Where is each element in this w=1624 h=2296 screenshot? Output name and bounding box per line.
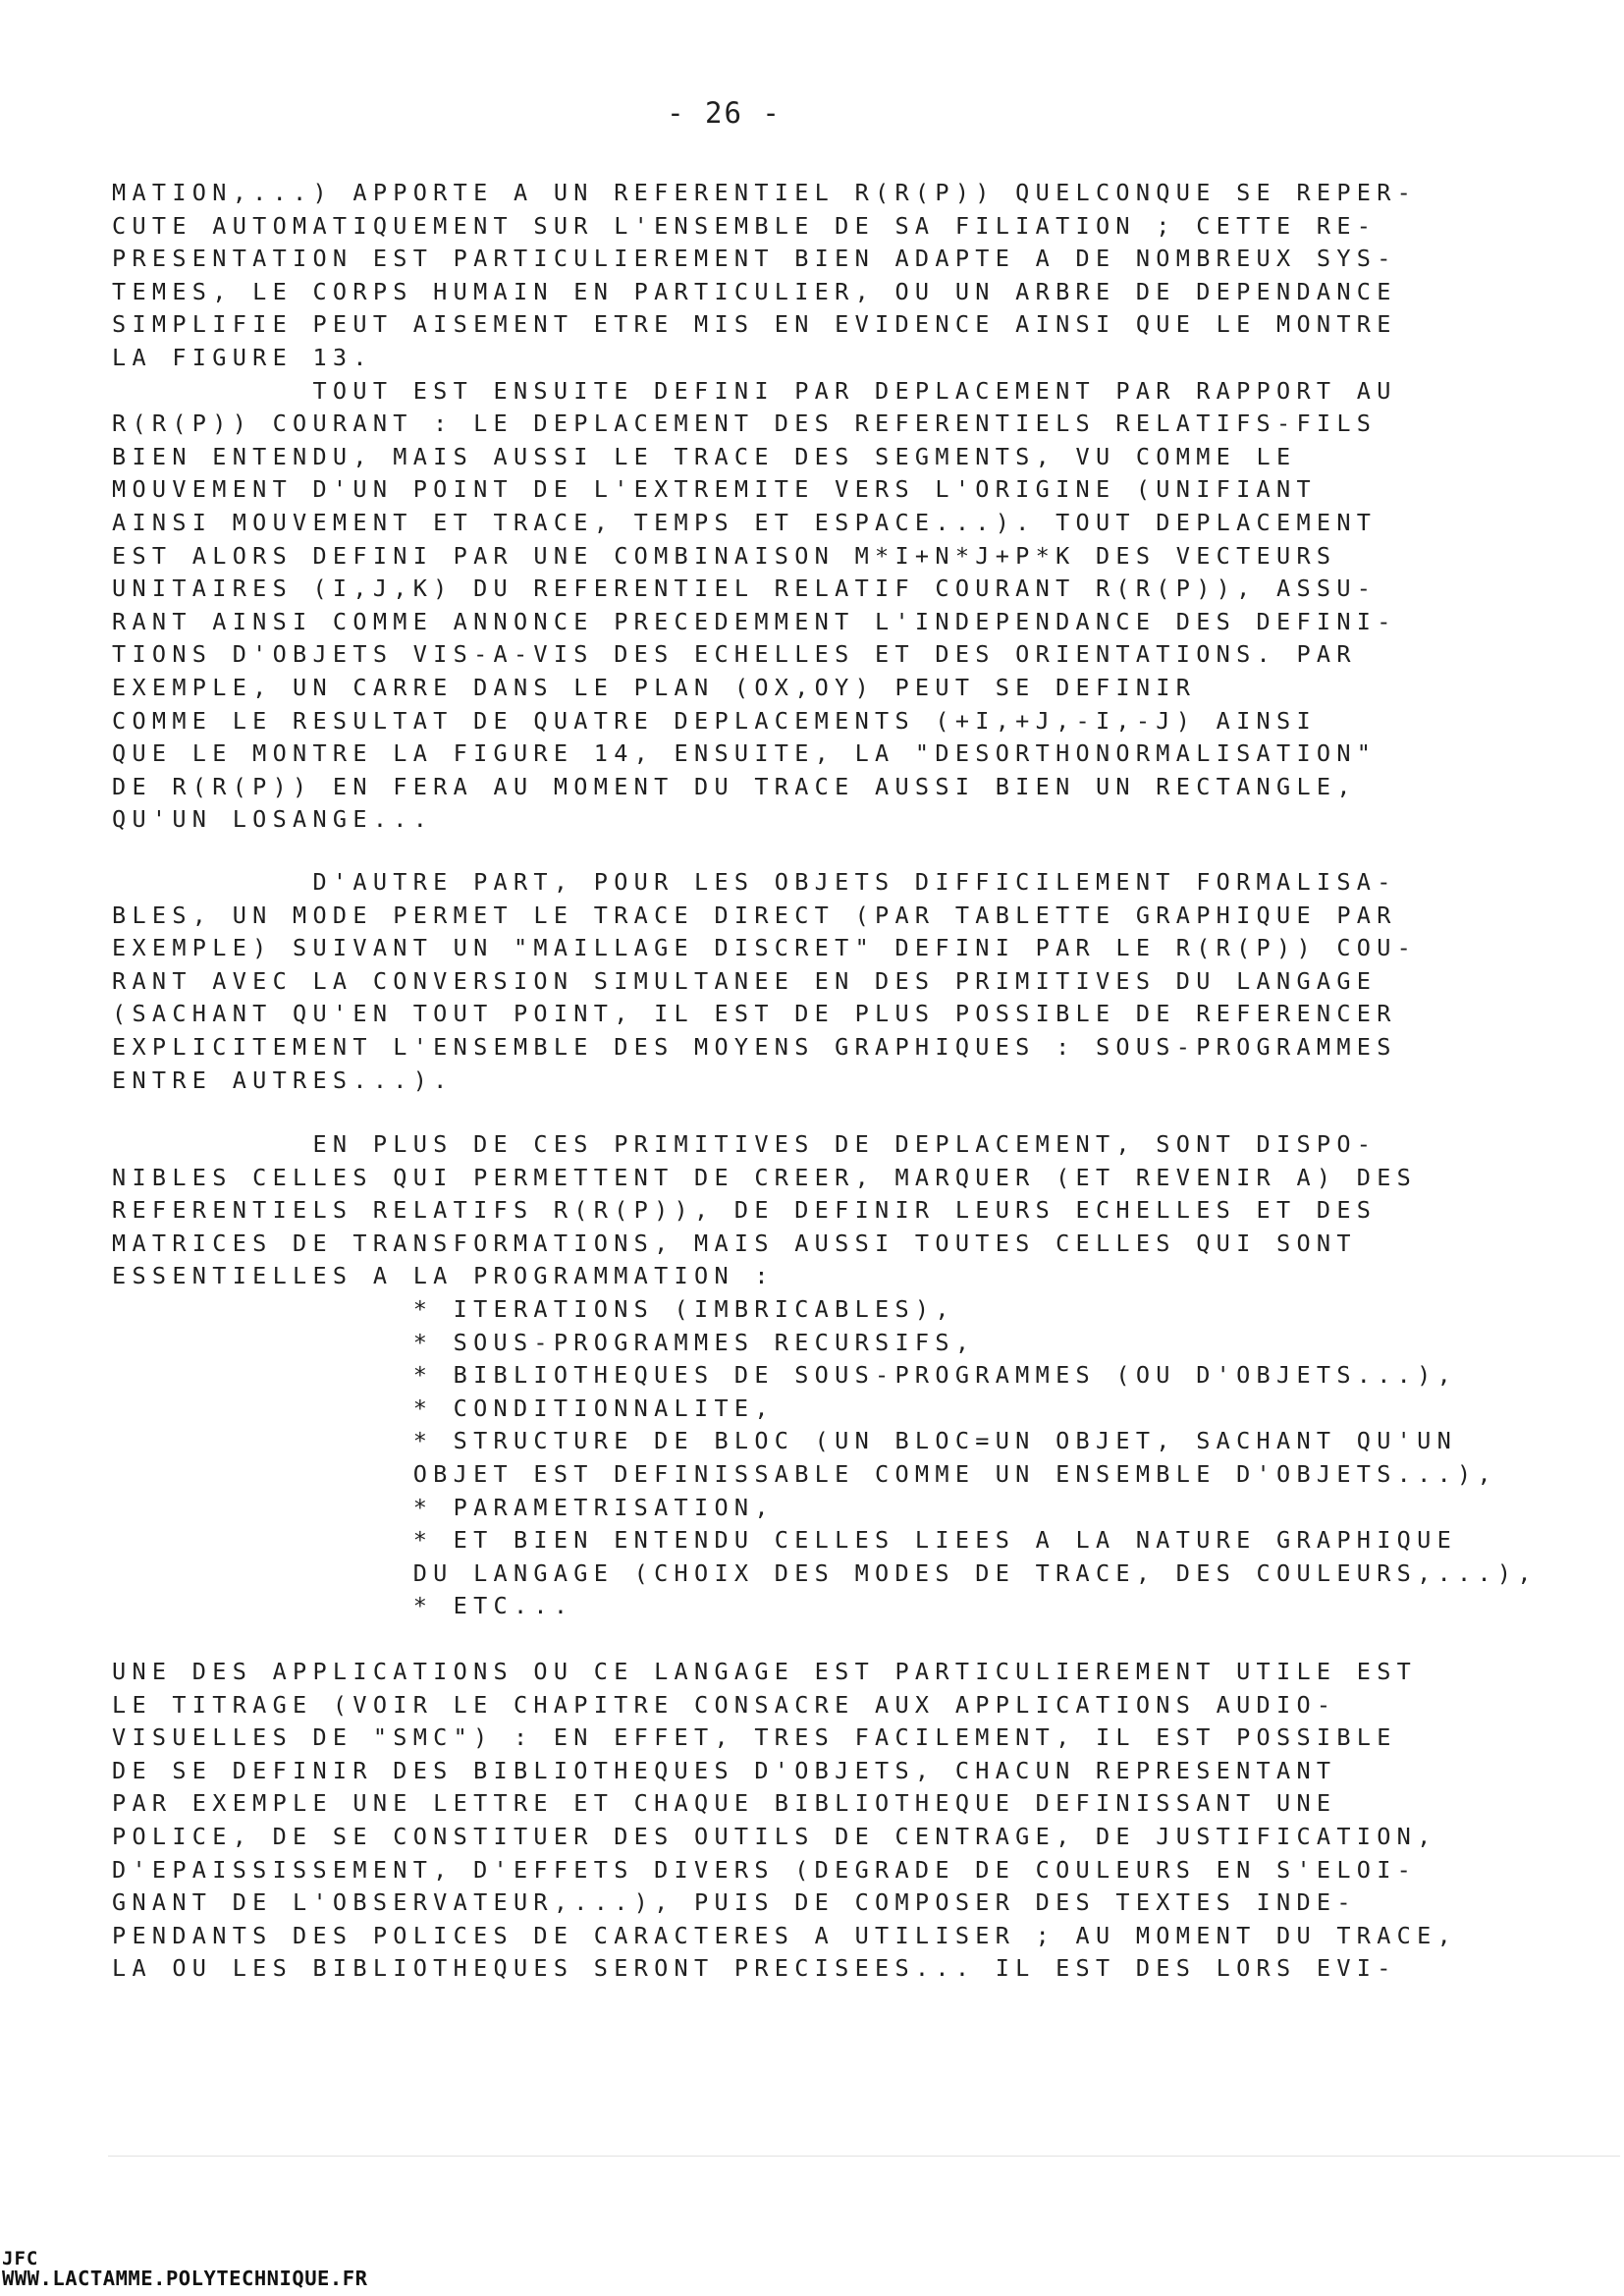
text-line: PAR EXEMPLE UNE LETTRE ET CHAQUE BIBLIOTHEQUE DEFINISSANT UNE [112,1789,1337,1818]
text-line: * SOUS-PROGRAMMES RECURSIFS, [112,1328,976,1356]
text-line: * ITERATIONS (IMBRICABLES), [112,1294,955,1323]
paragraph-2 [112,866,1417,1097]
text-line: LA FIGURE 13. [112,343,373,371]
text-line: COMME LE RESULTAT DE QUATRE DEPLACEMENTS (+I,+J,-I,-J) AINSI [112,706,1317,735]
text-line: OBJET EST DEFINISSABLE COMME UN ENSEMBLE D'OBJETS...), [112,1459,1497,1488]
text-line: D'AUTRE PART, POUR LES OBJETS DIFFICILEMENT FORMALISA- [112,868,1397,896]
text-line: MOUVEMENT D'UN POINT DE L'EXTREMITE VERS L'ORIGINE (UNIFIANT [112,475,1317,504]
text-line: TIONS D'OBJETS VIS-A-VIS DES ECHELLES ET DES ORIENTATIONS. PAR [112,640,1357,669]
text-line: LE TITRAGE (VOIR LE CHAPITRE CONSACRE AUX APPLICATIONS AUDIO- [112,1690,1337,1719]
text-line: TOUT EST ENSUITE DEFINI PAR DEPLACEMENT PAR RAPPORT AU [112,376,1397,405]
text-line: EXEMPLE) SUIVANT UN "MAILLAGE DISCRET" DEFINI PAR LE R(R(P)) COU- [112,934,1418,962]
text-line: DE SE DEFINIR DES BIBLIOTHEQUES D'OBJETS, CHACUN REPRESENTANT [112,1756,1337,1784]
site-watermark [2,2249,367,2288]
text-line: R(R(P)) COURANT : LE DEPLACEMENT DES REFERENTIELS RELATIFS-FILS [112,410,1378,438]
text-line: NIBLES CELLES QUI PERMETTENT DE CREER, MARQUER (ET REVENIR A) DES [112,1163,1418,1191]
text-line: BIEN ENTENDU, MAIS AUSSI LE TRACE DES SEGMENTS, VU COMME LE [112,442,1297,470]
paragraph-1 [112,177,1417,837]
text-line: UNITAIRES (I,J,K) DU REFERENTIEL RELATIF COURANT R(R(P)), ASSU- [112,574,1378,603]
text-line: POLICE, DE SE CONSTITUER DES OUTILS DE CENTRAGE, DE JUSTIFICATION, [112,1822,1437,1850]
text-line: EXPLICITEMENT L'ENSEMBLE DES MOYENS GRAPHIQUES : SOUS-PROGRAMMES [112,1032,1397,1061]
site-url-link[interactable]: WWW.LACTAMME.POLYTECHNIQUE.FR [2,2267,368,2290]
text-line: MATRICES DE TRANSFORMATIONS, MAIS AUSSI TOUTES CELLES QUI SONT [112,1229,1357,1257]
text-line: D'EPAISSISSEMENT, D'EFFETS DIVERS (DEGRADE DE COULEURS EN S'ELOI- [112,1855,1418,1884]
text-line: RANT AINSI COMME ANNONCE PRECEDEMMENT L'INDEPENDANCE DES DEFINI- [112,607,1397,635]
text-line: EXEMPLE, UN CARRE DANS LE PLAN (OX,OY) PEUT SE DEFINIR [112,673,1197,701]
text-line: QU'UN LOSANGE... [112,805,434,834]
page-number: - 26 - [667,96,782,130]
text-line: ENTRE AUTRES...). [112,1066,454,1094]
text-line: UNE DES APPLICATIONS OU CE LANGAGE EST PARTICULIEREMENT UTILE EST [112,1658,1418,1685]
text-line: MATION,...) APPORTE A UN REFERENTIEL R(R(P)) QUELCONQUE SE REPER- [112,179,1418,206]
text-line: ESSENTIELLES A LA PROGRAMMATION : [112,1262,775,1290]
text-line: BLES, UN MODE PERMET LE TRACE DIRECT (PAR TABLETTE GRAPHIQUE PAR [112,901,1397,929]
text-line: DU LANGAGE (CHOIX DES MODES DE TRACE, DES COULEURS,...), [112,1558,1538,1587]
text-line: RANT AVEC LA CONVERSION SIMULTANEE EN DES PRIMITIVES DU LANGAGE [112,966,1378,995]
text-line: * ET BIEN ENTENDU CELLES LIEES A LA NATURE GRAPHIQUE [112,1526,1458,1555]
text-line: PRESENTATION EST PARTICULIEREMENT BIEN ADAPTE A DE NOMBREUX SYS- [112,245,1397,273]
text-line: VISUELLES DE "SMC") : EN EFFET, TRES FACILEMENT, IL EST POSSIBLE [112,1723,1397,1752]
text-line: AINSI MOUVEMENT ET TRACE, TEMPS ET ESPACE...). TOUT DEPLACEMENT [112,508,1378,536]
text-line: * CONDITIONNALITE, [112,1394,775,1422]
text-line: * BIBLIOTHEQUES DE SOUS-PROGRAMMES (OU D'OBJETS...), [112,1361,1458,1390]
text-line: REFERENTIELS RELATIFS R(R(P)), DE DEFINIR LEURS ECHELLES ET DES [112,1196,1378,1225]
text-line: * ETC... [112,1592,574,1620]
text-line: * STRUCTURE DE BLOC (UN BLOC=UN OBJET, SACHANT QU'UN [112,1427,1458,1455]
jfc-logo: JFC [2,2248,39,2269]
text-line: EN PLUS DE CES PRIMITIVES DE DEPLACEMENT, SONT DISPO- [112,1130,1378,1158]
paragraph-4 [112,1656,1457,1986]
text-line: PENDANTS DES POLICES DE CARACTERES A UTILISER ; AU MOMENT DU TRACE, [112,1921,1458,1949]
paragraph-3 [112,1128,1538,1623]
footer-divider [108,2156,1620,2157]
text-line: EST ALORS DEFINI PAR UNE COMBINAISON M*I+N*J+P*K DES VECTEURS [112,541,1337,570]
text-line: TEMES, LE CORPS HUMAIN EN PARTICULIER, OU UN ARBRE DE DEPENDANCE [112,277,1397,305]
text-line: SIMPLIFIE PEUT AISEMENT ETRE MIS EN EVIDENCE AINSI QUE LE MONTRE [112,310,1397,339]
text-line: CUTE AUTOMATIQUEMENT SUR L'ENSEMBLE DE SA FILIATION ; CETTE RE- [112,211,1378,240]
text-line: LA OU LES BIBLIOTHEQUES SERONT PRECISEES... IL EST DES LORS EVI- [112,1954,1397,1983]
text-line: QUE LE MONTRE LA FIGURE 14, ENSUITE, LA "DESORTHONORMALISATION" [112,739,1378,768]
text-line: GNANT DE L'OBSERVATEUR,...), PUIS DE COMPOSER DES TEXTES INDE- [112,1888,1357,1917]
text-line: * PARAMETRISATION, [112,1493,775,1521]
text-line: DE R(R(P)) EN FERA AU MOMENT DU TRACE AUSSI BIEN UN RECTANGLE, [112,772,1357,800]
text-line: (SACHANT QU'EN TOUT POINT, IL EST DE PLUS POSSIBLE DE REFERENCER [112,1000,1397,1028]
